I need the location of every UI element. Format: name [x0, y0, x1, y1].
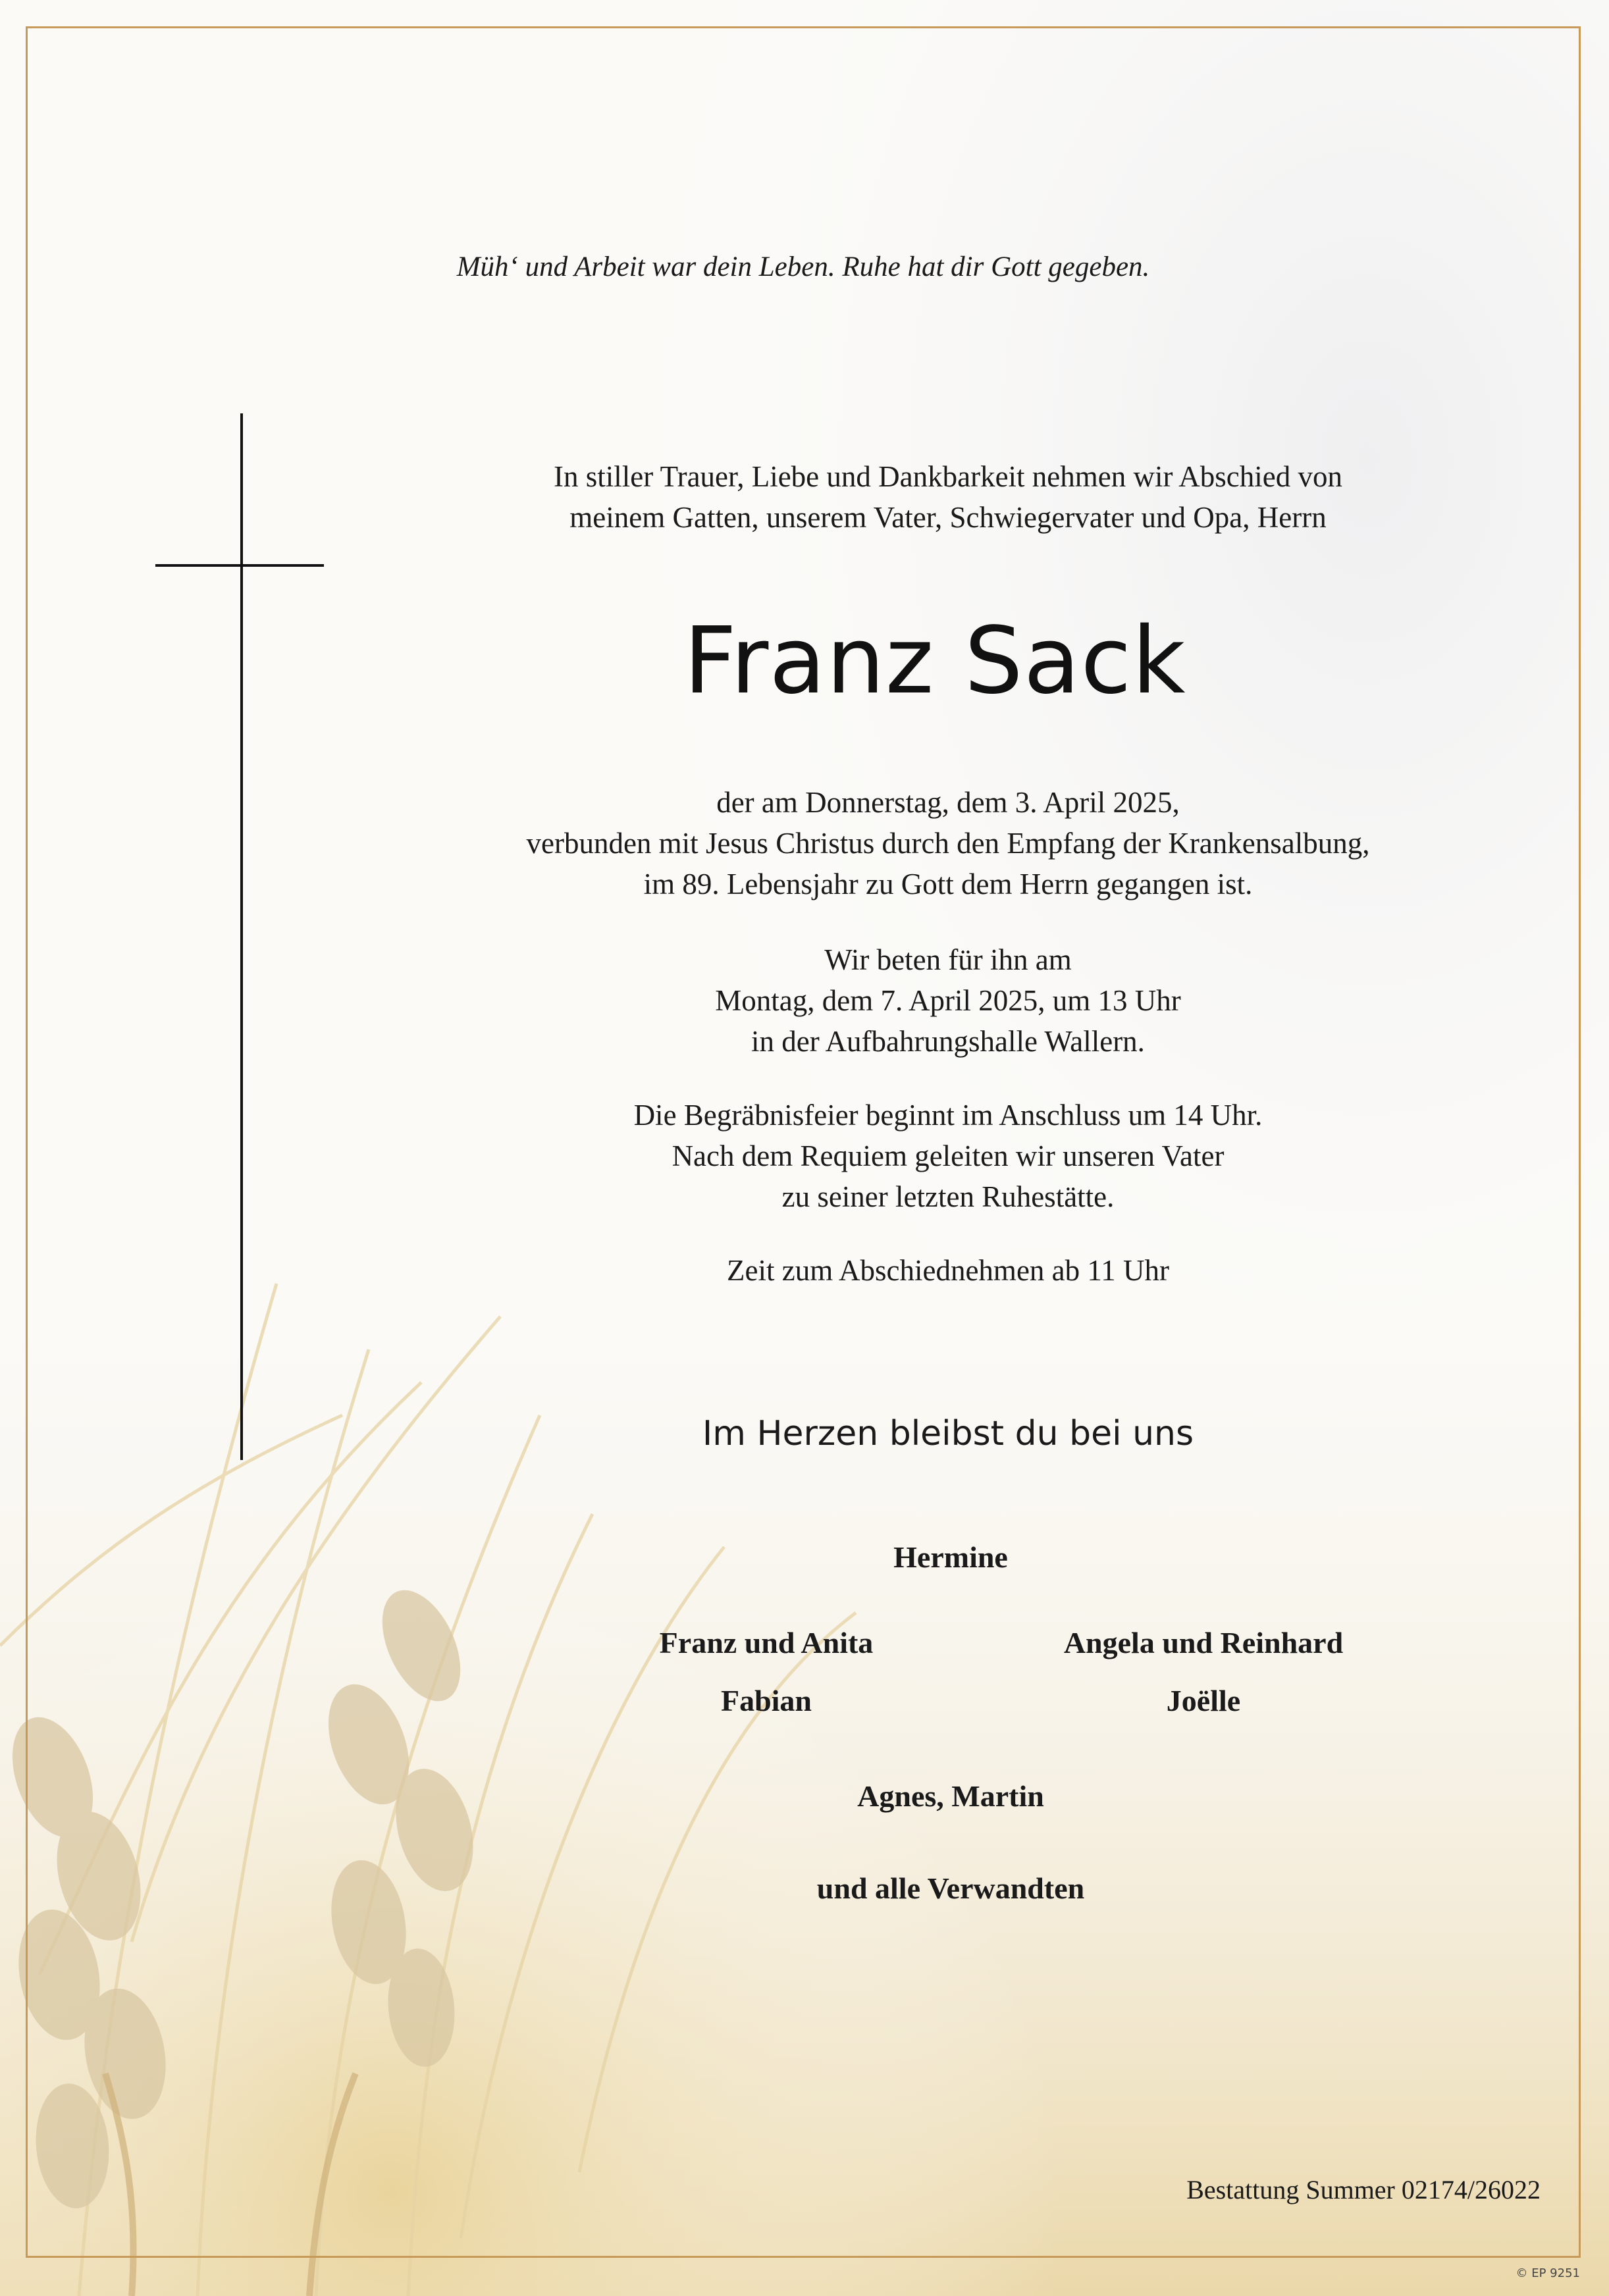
- prayer-line: Wir beten für ihn am: [824, 943, 1072, 976]
- deceased-name: Franz Sack: [683, 608, 1186, 715]
- funeral-service-line: Nach dem Requiem geleiten wir unseren Vater: [672, 1139, 1225, 1172]
- closing-line: Im Herzen bleibst du bei uns: [702, 1414, 1194, 1453]
- mourner-grandchild-right: Joëlle: [1166, 1684, 1241, 1717]
- death-line: verbunden mit Jesus Christus durch den Empfang der Krankensalbung,: [526, 827, 1370, 860]
- funeral-service-line: zu seiner letzten Ruhestätte.: [781, 1180, 1115, 1213]
- cross-icon-vertical: [240, 413, 243, 1460]
- mourner-grandchild-left: Fabian: [720, 1684, 812, 1717]
- mourner-others: Agnes, Martin: [857, 1779, 1044, 1813]
- motto: Müh‘ und Arbeit war dein Leben. Ruhe hat dir Gott gegeben.: [456, 251, 1150, 282]
- funeral-home-contact: Bestattung Summer 02174/26022: [1186, 2175, 1541, 2205]
- mourner-spouse: Hermine: [893, 1540, 1008, 1574]
- intro-line: meinem Gatten, unserem Vater, Schwiegervater und Opa, Herrn: [569, 501, 1327, 534]
- intro-line: In stiller Trauer, Liebe und Dankbarkeit nehmen wir Abschied von: [554, 460, 1342, 493]
- prayer-line: in der Aufbahrungshalle Wallern.: [751, 1025, 1145, 1058]
- mourner-child-right: Angela und Reinhard: [1063, 1626, 1344, 1659]
- death-line: der am Donnerstag, dem 3. April 2025,: [716, 786, 1180, 819]
- prayer-info: [342, 939, 1554, 1062]
- mourner-child-left: Franz und Anita: [659, 1626, 874, 1659]
- prayer-line: Montag, dem 7. April 2025, um 13 Uhr: [715, 984, 1181, 1017]
- cross-icon-horizontal: [155, 564, 324, 567]
- print-code: © EP 9251: [1516, 2266, 1580, 2280]
- intro-text: [342, 456, 1554, 538]
- funeral-service-line: Die Begräbnisfeier beginnt im Anschluss um 14 Uhr.: [633, 1099, 1263, 1132]
- farewell-time: Zeit zum Abschiednehmen ab 11 Uhr: [727, 1254, 1169, 1287]
- death-line: im 89. Lebensjahr zu Gott dem Herrn gegangen ist.: [643, 868, 1253, 900]
- funeral-service-info: [342, 1095, 1554, 1217]
- death-notice: [342, 782, 1554, 904]
- mourner-relatives: und alle Verwandten: [816, 1871, 1085, 1905]
